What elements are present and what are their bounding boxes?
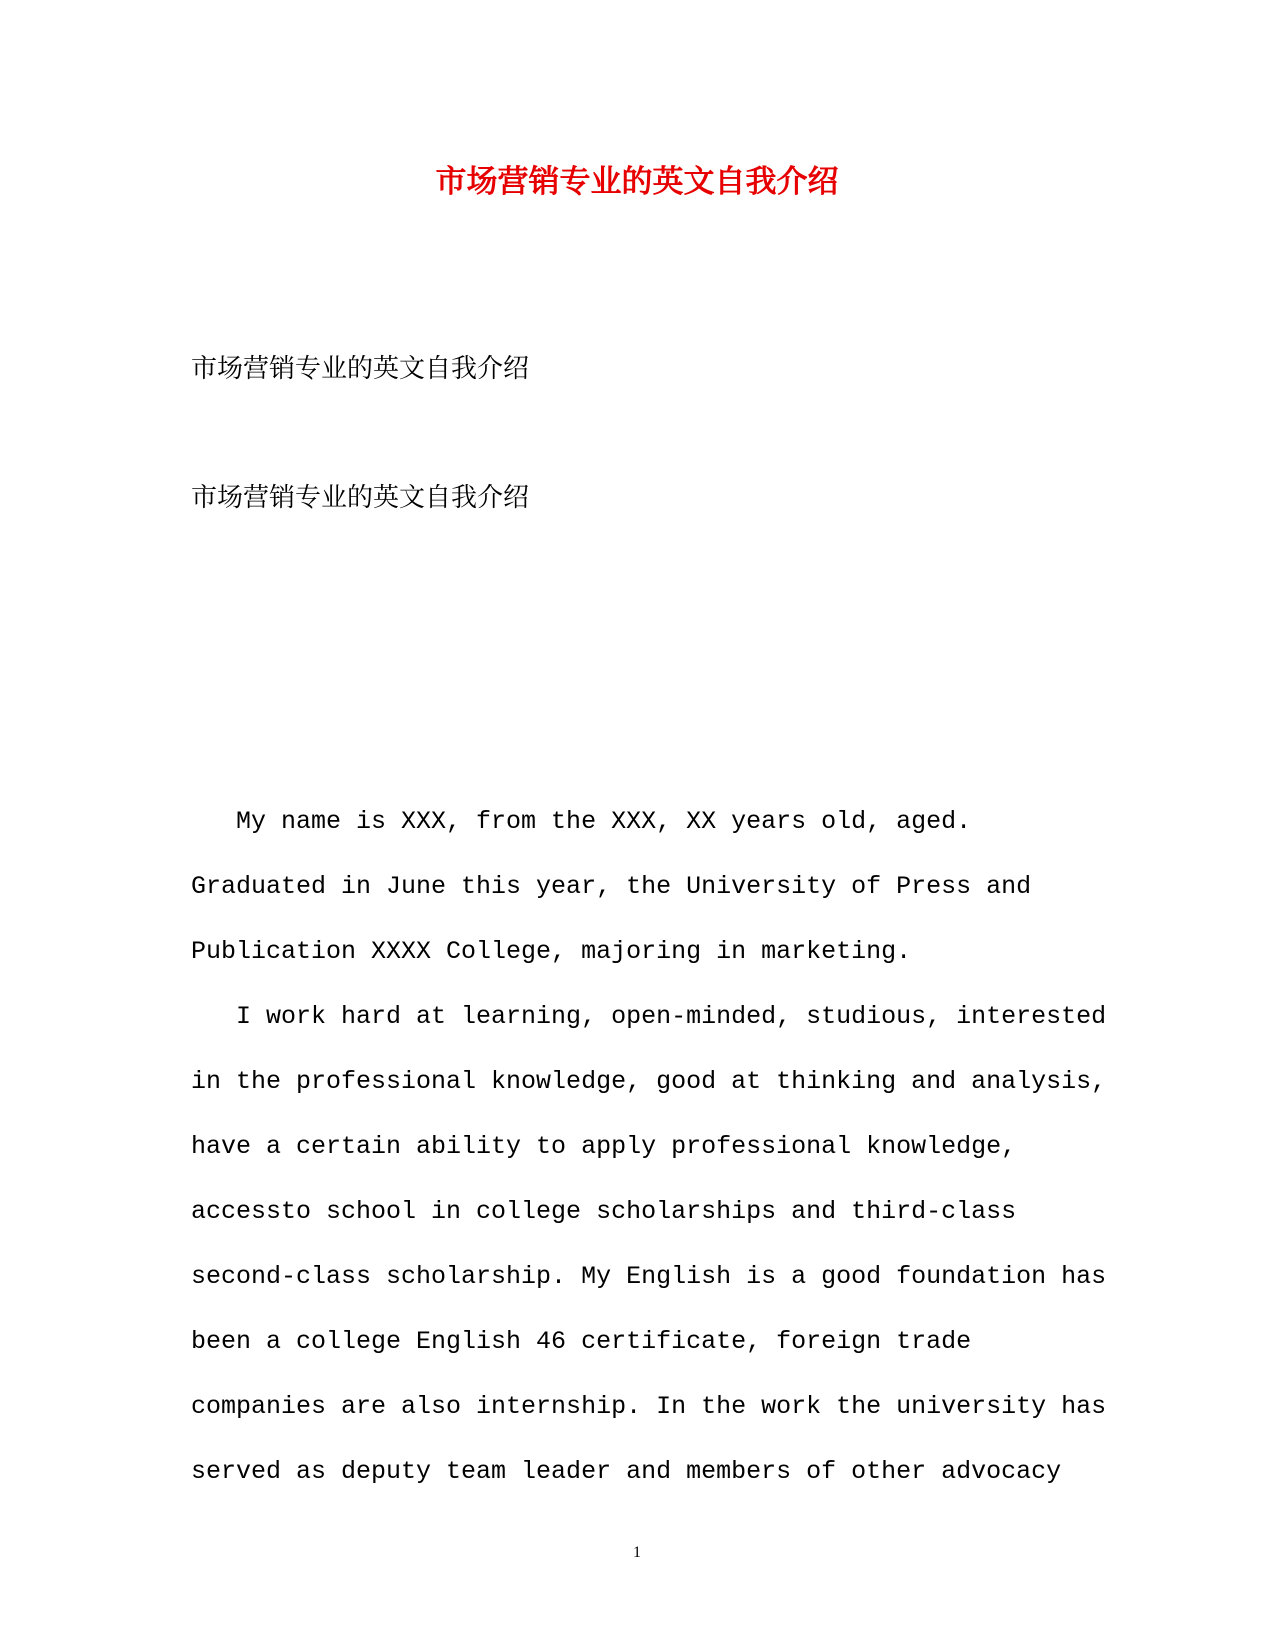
body-line: second-class scholarship. My English is a good foundation has xyxy=(191,1262,1107,1291)
body-line: Graduated in June this year, the University of Press and xyxy=(191,872,1032,901)
body-line: been a college English 46 certificate, foreign trade xyxy=(191,1327,972,1356)
subtitle-2: 市场营销专业的英文自我介绍 xyxy=(191,483,530,513)
body-line: companies are also internship. In the work the university has xyxy=(191,1392,1107,1421)
body-line: I work hard at learning, open-minded, studious, interested xyxy=(191,1002,1107,1031)
body-line: accessto school in college scholarships and third-class xyxy=(191,1197,1017,1226)
document-title: 市场营销专业的英文自我介绍 xyxy=(435,164,839,200)
body-text xyxy=(191,804,1107,1519)
body-line: My name is XXX, from the XXX, XX years old, aged. xyxy=(191,807,972,836)
page-number: 1 xyxy=(633,1544,641,1561)
body-line: Publication XXXX College, majoring in marketing. xyxy=(191,937,912,966)
subtitle-1: 市场营销专业的英文自我介绍 xyxy=(191,354,530,384)
body-line: in the professional knowledge, good at thinking and analysis, xyxy=(191,1067,1107,1096)
body-line: served as deputy team leader and members of other advocacy xyxy=(191,1457,1062,1486)
body-line: have a certain ability to apply professional knowledge, xyxy=(191,1132,1017,1161)
